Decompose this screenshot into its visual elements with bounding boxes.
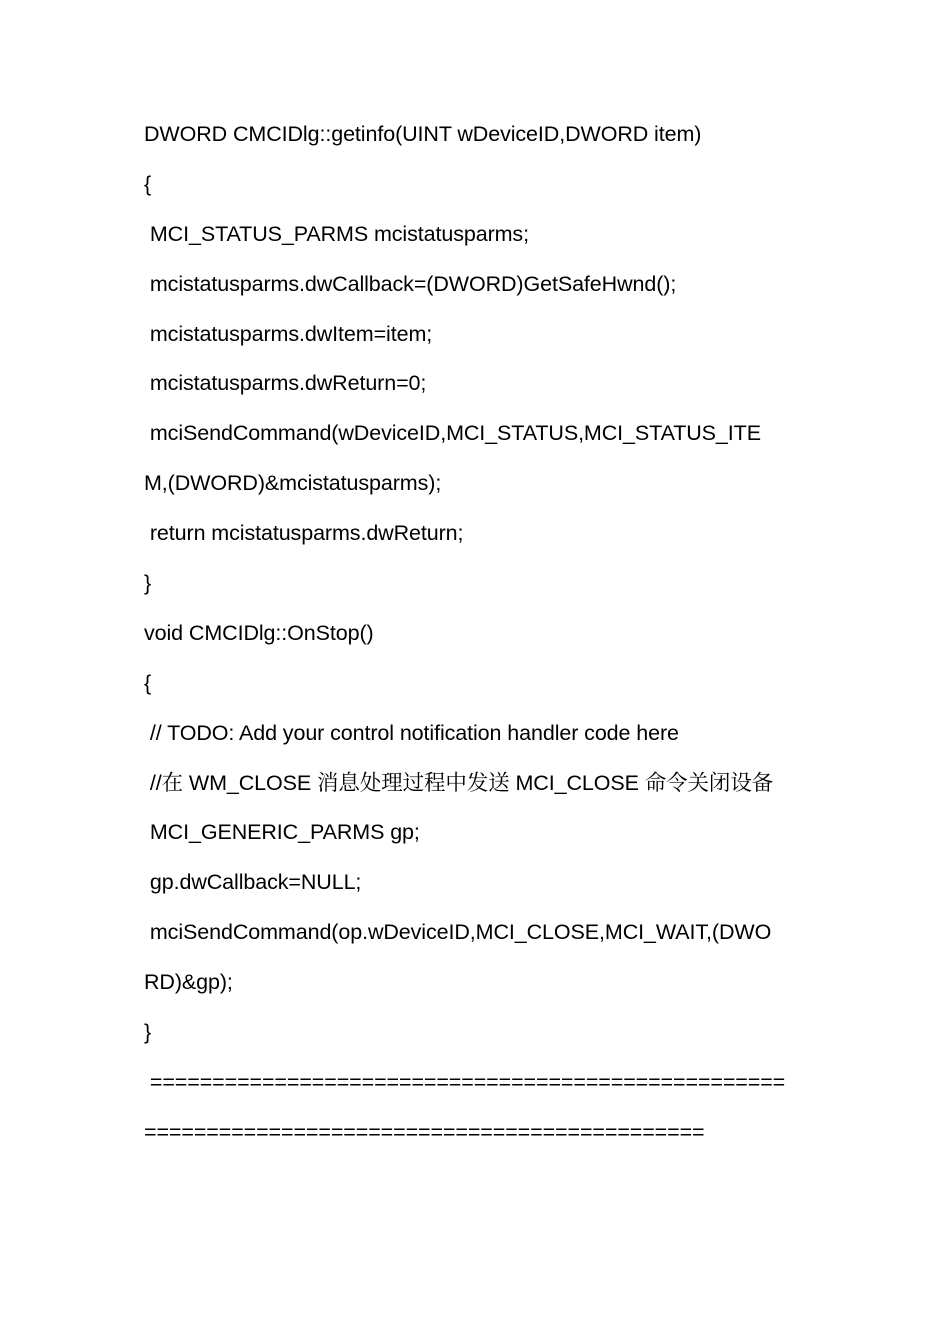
code-line: MCI_GENERIC_PARMS gp;: [144, 820, 420, 845]
code-line: mciSendCommand(op.wDeviceID,MCI_CLOSE,MCI_WAIT,(DWO: [144, 920, 772, 945]
code-line: MCI_STATUS_PARMS mcistatusparms;: [144, 221, 529, 246]
separator-line: ===================================================: [144, 1069, 786, 1094]
code-line: {: [144, 670, 152, 695]
code-line: mcistatusparms.dwItem=item;: [144, 321, 433, 346]
code-line: mciSendCommand(wDeviceID,MCI_STATUS,MCI_STATUS_ITE: [144, 421, 761, 446]
separator-line: =============================================: [144, 1119, 705, 1144]
code-line: mcistatusparms.dwCallback=(DWORD)GetSafeHwnd();: [144, 271, 677, 296]
code-line: gp.dwCallback=NULL;: [144, 870, 362, 895]
code-line: {: [144, 171, 152, 196]
code-line: }: [144, 571, 152, 596]
code-line: mcistatusparms.dwReturn=0;: [144, 371, 427, 396]
code-line: return mcistatusparms.dwReturn;: [144, 521, 464, 546]
code-line: RD)&gp);: [144, 970, 233, 995]
code-line: M,(DWORD)&mcistatusparms);: [144, 471, 442, 496]
code-line: // TODO: Add your control notification handler code here: [144, 720, 679, 745]
code-listing: [144, 110, 824, 1158]
code-line: }: [144, 1020, 152, 1045]
code-line: void CMCIDlg::OnStop(): [144, 620, 374, 645]
code-comment-chinese: //在 WM_CLOSE 消息处理过程中发送 MCI_CLOSE 命令关闭设备: [144, 770, 774, 795]
code-line: DWORD CMCIDlg::getinfo(UINT wDeviceID,DWORD item): [144, 122, 702, 146]
